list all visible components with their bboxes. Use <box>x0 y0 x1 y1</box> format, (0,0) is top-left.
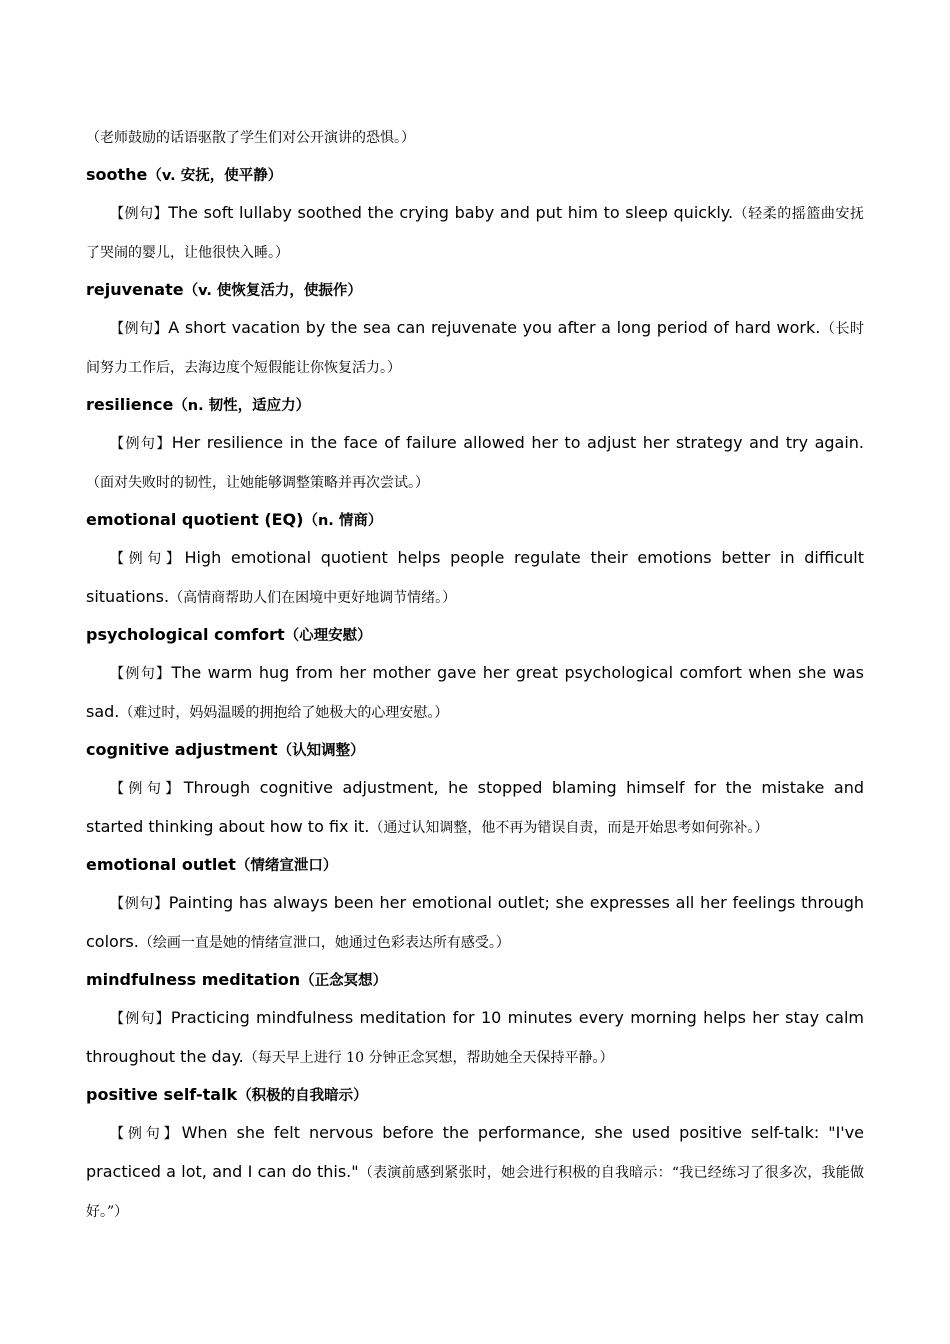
term-definition: （v. 使恢复活力，使振作） <box>183 283 362 299</box>
vocab-entry <box>86 847 864 962</box>
term-definition: （认知调整） <box>277 743 365 759</box>
vocab-entry <box>86 502 864 617</box>
example-english: Through cognitive adjustment, he stopped blaming himself for the mistake and started thinking about how to fix it. <box>86 778 864 836</box>
term-word: cognitive adjustment <box>86 740 278 759</box>
example-chinese: （高情商帮助人们在困境中更好地调节情绪。） <box>169 590 457 606</box>
example-english: The warm hug from her mother gave her great psychological comfort when she was sad. <box>86 663 865 721</box>
example-label: 【例句】 <box>110 1126 182 1142</box>
example-chinese: （每天早上进行 10 分钟正念冥想，帮助她全天保持平静。） <box>243 1050 614 1066</box>
example-english: A short vacation by the sea can rejuvenate you after a long period of hard work. <box>168 318 821 337</box>
term-heading <box>86 962 864 999</box>
example-label: 【例句】 <box>110 436 172 452</box>
term-word: mindfulness meditation <box>86 970 301 989</box>
example-chinese: （轻柔的摇篮曲安抚了哭闹的婴儿，让他很快入睡。） <box>86 206 865 261</box>
term-word: rejuvenate <box>86 280 184 299</box>
example-english: Practicing mindfulness meditation for 10 minutes every morning helps her stay calm throughout the day. <box>86 1008 865 1066</box>
vocab-entry <box>86 732 864 847</box>
example-english: The soft lullaby soothed the crying baby and put him to sleep quickly. <box>168 203 734 222</box>
example-sentence <box>86 769 864 847</box>
example-label: 【例句】 <box>110 551 185 567</box>
example-label: 【例句】 <box>110 1011 171 1027</box>
example-sentence <box>86 654 864 732</box>
example-english: Painting has always been her emotional outlet; she expresses all her feelings through colors. <box>86 893 864 951</box>
term-word: positive self-talk <box>86 1085 238 1104</box>
example-label: 【例句】 <box>110 781 184 797</box>
example-sentence <box>86 309 864 387</box>
term-definition: （v. 安抚，使平静） <box>147 168 283 184</box>
term-heading <box>86 617 864 654</box>
example-label: 【例句】 <box>110 206 169 222</box>
example-chinese: （难过时，妈妈温暖的拥抱给了她极大的心理安慰。） <box>119 705 449 721</box>
term-heading <box>86 1077 864 1114</box>
example-sentence <box>86 539 864 617</box>
intro-translation: （老师鼓励的话语驱散了学生们对公开演讲的恐惧。） <box>86 130 415 146</box>
term-definition: （n. 情商） <box>303 513 383 529</box>
term-word: emotional outlet <box>86 855 236 874</box>
term-definition: （正念冥想） <box>300 973 388 989</box>
example-label: 【例句】 <box>110 321 169 337</box>
vocab-entry <box>86 272 864 387</box>
vocab-entry <box>86 157 864 272</box>
vocab-entry <box>86 962 864 1077</box>
vocab-entry <box>86 387 864 502</box>
example-chinese: （通过认知调整，他不再为错误自责，而是开始思考如何弥补。） <box>369 820 769 836</box>
term-heading <box>86 157 864 194</box>
term-heading <box>86 272 864 309</box>
term-definition: （心理安慰） <box>284 628 372 644</box>
example-sentence <box>86 194 864 272</box>
example-sentence <box>86 1114 864 1231</box>
example-label: 【例句】 <box>110 896 169 912</box>
term-heading <box>86 387 864 424</box>
example-label: 【例句】 <box>110 666 172 682</box>
example-english: Her resilience in the face of failure allowed her to adjust her strategy and try again. <box>171 433 865 452</box>
term-word: emotional quotient (EQ) <box>86 510 304 529</box>
example-chinese: （长时间努力工作后，去海边度个短假能让你恢复活力。） <box>86 321 865 376</box>
term-word: resilience <box>86 395 174 414</box>
vocab-entry <box>86 1077 864 1231</box>
document-page <box>86 120 864 1231</box>
example-sentence <box>86 424 864 502</box>
example-chinese: （面对失败时的韧性，让她能够调整策略并再次尝试。） <box>86 475 429 491</box>
example-sentence <box>86 999 864 1077</box>
term-heading <box>86 732 864 769</box>
term-word: psychological comfort <box>86 625 285 644</box>
example-english: High emotional quotient helps people regulate their emotions better in difficult situations. <box>86 548 864 606</box>
term-definition: （积极的自我暗示） <box>237 1088 368 1104</box>
vocab-entry <box>86 617 864 732</box>
term-definition: （情绪宣泄口） <box>235 858 338 874</box>
term-definition: （n. 韧性，适应力） <box>173 398 311 414</box>
example-sentence <box>86 884 864 962</box>
example-chinese: （绘画一直是她的情绪宣泄口，她通过色彩表达所有感受。） <box>138 935 510 951</box>
example-english: When she felt nervous before the performance, she used positive self-talk: "I've practiced a lot, and I can do this." <box>86 1123 865 1181</box>
example-chinese: （表演前感到紧张时，她会进行积极的自我暗示：“我已经练习了很多次，我能做好。”） <box>86 1165 865 1220</box>
term-heading <box>86 502 864 539</box>
term-heading <box>86 847 864 884</box>
term-word: soothe <box>86 165 148 184</box>
